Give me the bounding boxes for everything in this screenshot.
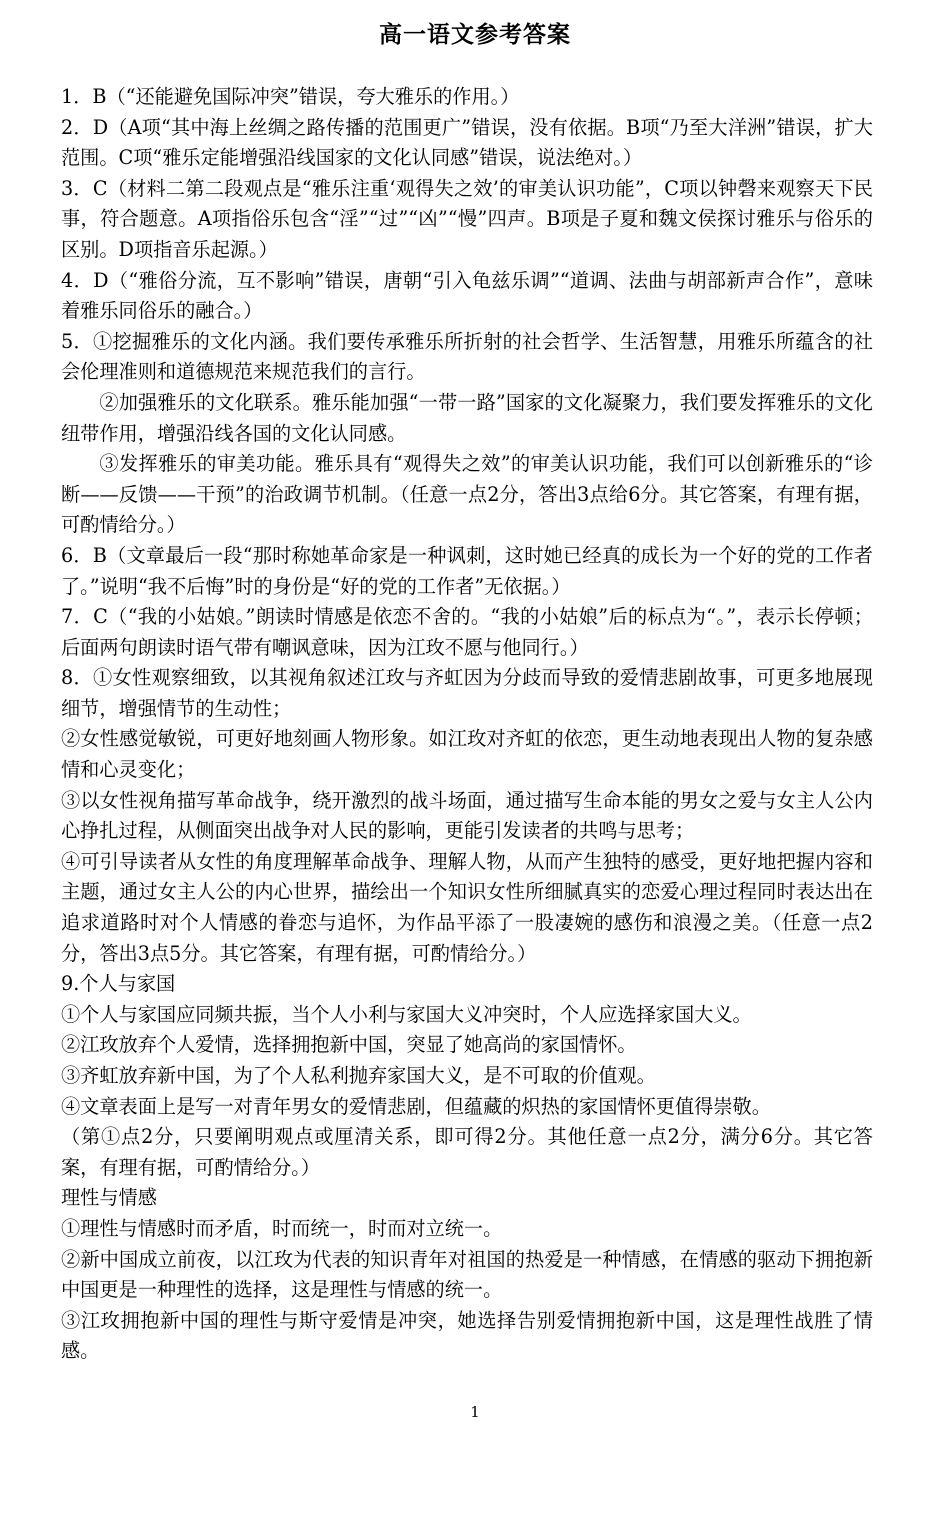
- answer-8-point-2: ②女性感觉敏锐，可更好地刻画人物形象。如江玫对齐虹的依恋，更生动地表现出人物的复杂感情和心灵变化；: [61, 727, 873, 782]
- answer-5-point-3: ③发挥雅乐的审美功能。雅乐具有“观得失之效”的审美认识功能，我们可以创新雅乐的“诊断——反馈——干预”的治政调节机制。（任意一点2分，答出3点给6分。其它答案，有理有据，可酌情给分。）: [61, 452, 873, 537]
- answer-5-point-1: 5．①挖掘雅乐的文化内涵。我们要传承雅乐所折射的社会哲学、生活智慧，用雅乐所蕴含的社会伦理准则和道德规范来规范我们的言行。: [61, 329, 873, 384]
- answer-9-reason-point-1: ①理性与情感时而矛盾，时而统一，时而对立统一。: [61, 1216, 503, 1240]
- answer-9-nation-point-4: ④文章表面上是写一对青年男女的爱情悲剧，但蕴藏的炽热的家国情怀更值得崇敬。: [61, 1094, 771, 1118]
- answer-6: 6．B（文章最后一段“那时称她革命家是一种讽刺，这时她已经真的成长为一个好的党的工作者了。”说明“我不后悔”时的身份是“好的党的工作者”无依据。）: [61, 543, 873, 598]
- answer-9-nation-point-3: ③齐虹放弃新中国，为了个人私利抛弃家国大义，是不可取的价值观。: [61, 1064, 656, 1087]
- answer-8-point-3: ③以女性视角描写革命战争，绕开激烈的战斗场面，通过描写生命本能的男女之爱与女主人公内心挣扎过程，从侧面突出战争对人民的影响，更能引发读者的共鸣与思考；: [61, 788, 873, 843]
- answer-9-reason-point-2: ②新中国成立前夜，以江玫为代表的知识青年对祖国的热爱是一种情感，在情感的驱动下拥抱新中国更是一种理性的选择，这是理性与情感的统一。: [61, 1247, 873, 1302]
- answer-9-heading-individual-nation: 9.个人与家国: [61, 972, 176, 996]
- answer-9-nation-point-1: ①个人与家国应同频共振，当个人小利与家国大义冲突时，个人应选择家国大义。: [61, 1002, 752, 1026]
- answer-9-heading-reason-emotion: 理性与情感: [61, 1186, 157, 1210]
- answer-9-nation-point-2: ②江玫放弃个人爱情，选择拥抱新中国，突显了她高尚的家国情怀。: [61, 1033, 637, 1057]
- answer-2: 2．D（A项“其中海上丝绸之路传播的范围更广”错误，没有依据。B项“乃至大洋洲”错误，扩大范围。C项“雅乐定能增强沿线国家的文化认同感”错误，说法绝对。）: [61, 115, 873, 170]
- answer-body: [61, 82, 873, 1367]
- answer-5-point-2: ②加强雅乐的文化联系。雅乐能加强“一带一路”国家的文化凝聚力，我们要发挥雅乐的文化纽带作用，增强沿线各国的文化认同感。: [61, 390, 873, 445]
- answer-4: 4．D（“雅俗分流，互不影响”错误，唐朝“引入龟兹乐调”“道调、法曲与胡部新声合作”，意味着雅乐同俗乐的融合。）: [61, 268, 873, 323]
- answer-8-point-1: 8．①女性观察细致，以其视角叙述江玫与齐虹因为分歧而导致的爱情悲剧故事，可更多地展现细节，增强情节的生动性；: [61, 666, 873, 720]
- page-number: 1: [470, 1403, 480, 1421]
- answer-1: 1．B（“还能避免国际冲突”错误，夸大雅乐的作用。）: [61, 85, 520, 108]
- page-title: 高一语文参考答案: [379, 22, 571, 48]
- answer-9-reason-point-3: ③江玫拥抱新中国的理性与斯守爱情是冲突，她选择告别爱情拥抱新中国，这是理性战胜了情感。: [61, 1308, 873, 1363]
- answer-9-scoring-note: （第①点2分，只要阐明观点或厘清关系，即可得2分。其他任意一点2分，满分6分。其它答案，有理有据，可酌情给分。）: [61, 1125, 873, 1179]
- answer-8-point-4: ④可引导读者从女性的角度理解革命战争、理解人物，从而产生独特的感受，更好地把握内容和主题，通过女主人公的内心世界，描绘出一个知识女性所细腻真实的恋爱心理过程同时表达出在追求道路时对个人情感的眷恋与追怀，为作品平添了一股凄婉的感伤和浪漫之美。（任意一点2分，答出3点5分。其它答案，有理有据，可酌情给分。）: [61, 849, 873, 965]
- answer-7: 7．C（“我的小姑娘。”朗读时情感是依恋不舍的。“我的小姑娘”后的标点为“。”，表示长停顿；后面两句朗读时语气带有嘲讽意味，因为江玫不愿与他同行。）: [61, 605, 873, 659]
- answer-3: 3．C（材料二第二段观点是“雅乐注重‘观得失之效’的审美认识功能”，C项以钟磬来观察天下民事，符合题意。A项指俗乐包含“淫”“过”“凶”“慢”四声。B项是子夏和魏文侯探讨雅乐与俗乐的区别。D项指音乐起源。）: [61, 176, 873, 261]
